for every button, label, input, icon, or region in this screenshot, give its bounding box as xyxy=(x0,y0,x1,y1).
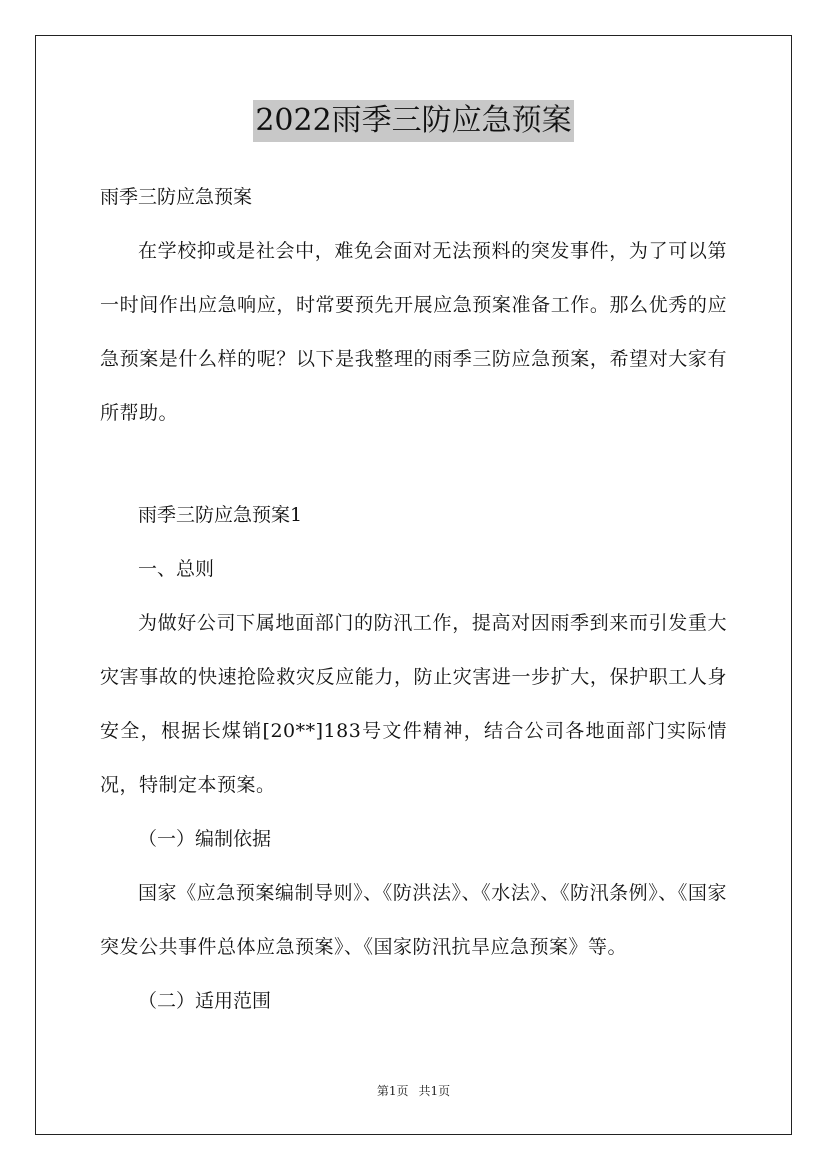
title-container xyxy=(0,100,827,142)
section-gap xyxy=(100,440,727,488)
page-total: 共1页 xyxy=(418,1084,451,1098)
page-number: 第1页 xyxy=(376,1084,409,1098)
plan-heading: 雨季三防应急预案1 xyxy=(138,504,303,526)
general-paragraph: 为做好公司下属地面部门的防汛工作，提高对因雨季到来而引发重大灾害事故的快速抢险救灾反应能力，防止灾害进一步扩大，保护职工人身安全，根据长煤销[20**]183号文件精神，结合公司各地面部门实际情况，特制定本预案。 xyxy=(100,612,727,796)
subsection-heading-basis: （一）编制依据 xyxy=(138,828,272,850)
document-title: 2022雨季三防应急预案 xyxy=(253,100,573,142)
intro-heading: 雨季三防应急预案 xyxy=(100,186,253,208)
basis-paragraph: 国家《应急预案编制导则》、《防洪法》、《水法》、《防汛条例》、《国家突发公共事件总体应急预案》、《国家防汛抗旱应急预案》等。 xyxy=(100,882,727,958)
document-body xyxy=(100,170,727,1028)
subsection-heading-scope: （二）适用范围 xyxy=(138,990,272,1012)
intro-paragraph: 在学校抑或是社会中，难免会面对无法预料的突发事件，为了可以第一时间作出应急响应，时常要预先开展应急预案准备工作。那么优秀的应急预案是什么样的呢？以下是我整理的雨季三防应急预案，希望对大家有所帮助。 xyxy=(100,240,727,424)
page-footer xyxy=(0,1082,827,1099)
section-heading-general: 一、总则 xyxy=(138,558,215,580)
